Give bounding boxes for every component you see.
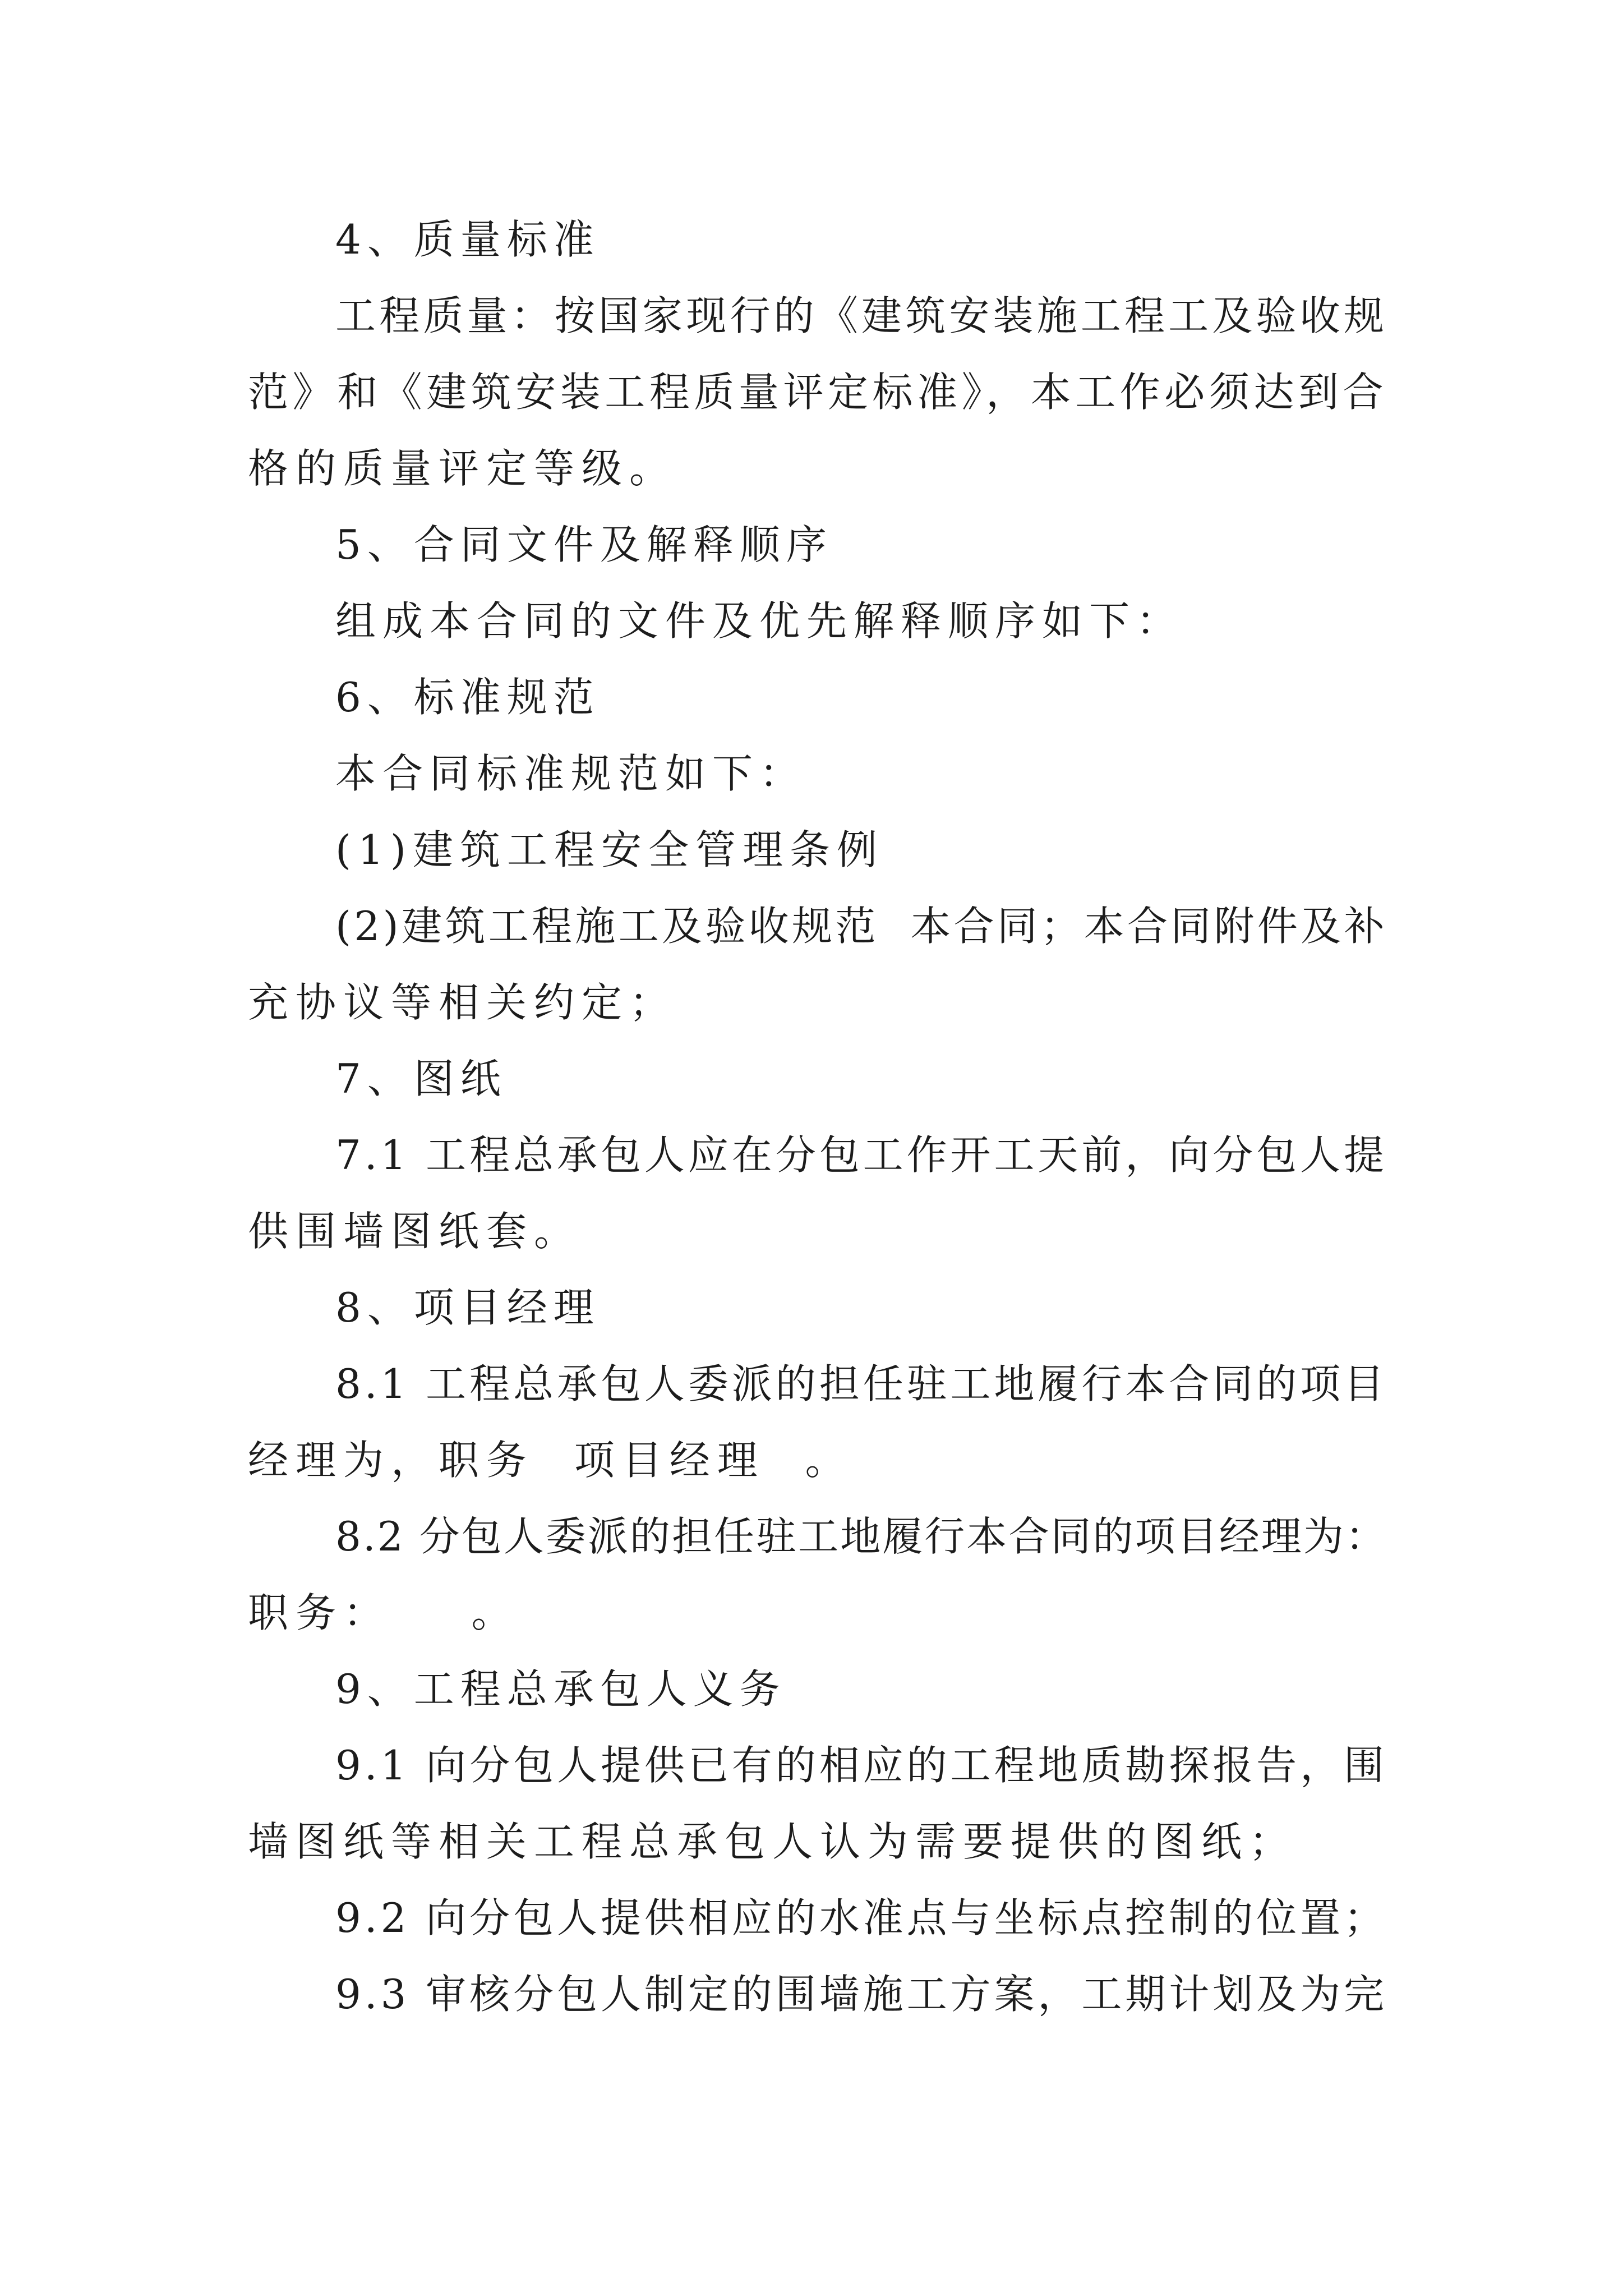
paragraph-line [0, 1811, 1623, 1872]
line-text: 6、标准规范 [335, 674, 600, 721]
paragraph-line [0, 1506, 1623, 1567]
line-text: 本合同标准规范如下： [335, 750, 807, 797]
paragraph-line [0, 438, 1623, 499]
line-text: 供围墙图纸套。 [248, 1208, 582, 1255]
line-text: 经理为，职务 项目经理 。 [248, 1437, 853, 1484]
section-heading-drawings [0, 1048, 1623, 1110]
section-heading-quality-standard [0, 209, 1623, 270]
line-text: 9.1 向分包人提供已有的相应的工程地质勘探报告，围 [335, 1742, 1387, 1789]
paragraph-line [0, 285, 1623, 347]
paragraph-line [0, 361, 1623, 423]
line-text: 充协议等相关约定； [248, 979, 677, 1026]
list-item [0, 895, 1623, 957]
paragraph-line [0, 743, 1623, 804]
line-text: 9.2 向分包人提供相应的水准点与坐标点控制的位置； [335, 1894, 1387, 1941]
section-heading-contract-documents [0, 514, 1623, 576]
line-text: 组成本合同的文件及优先解释顺序如下： [335, 597, 1184, 645]
line-text: 7、图纸 [335, 1055, 507, 1102]
line-text: 4、质量标准 [335, 216, 600, 263]
paragraph-line [0, 1124, 1623, 1186]
line-text: 8.2 分包人委派的担任驻工地履行本合同的项目经理为： [335, 1513, 1387, 1560]
line-text: 9、工程总承包人义务 [335, 1665, 786, 1713]
paragraph-line [0, 1963, 1623, 2025]
line-text: 格的质量评定等级。 [248, 445, 677, 492]
paragraph-line [0, 1734, 1623, 1796]
line-text: 7.1 工程总承包人应在分包工作开工天前，向分包人提 [335, 1131, 1387, 1179]
paragraph-line [0, 590, 1623, 652]
section-heading-standards [0, 666, 1623, 728]
paragraph-line [0, 1429, 1623, 1491]
paragraph-line [0, 1200, 1623, 1262]
line-text: 9.3 审核分包人制定的围墙施工方案，工期计划及为完 [335, 1971, 1387, 2018]
line-text: 范》和《建筑安装工程质量评定标准》，本工作必须达到合 [248, 369, 1387, 416]
line-text: 5、合同文件及解释顺序 [335, 521, 833, 568]
paragraph-line [0, 1887, 1623, 1949]
paragraph-line [0, 1582, 1623, 1644]
line-text: (2)建筑工程施工及验收规范 本合同；本合同附件及补 [335, 903, 1387, 950]
line-text: 8、项目经理 [335, 1284, 600, 1331]
line-text: 工程质量：按国家现行的《建筑安装施工程工及验收规 [335, 292, 1387, 339]
section-heading-contractor-obligations [0, 1658, 1623, 1720]
paragraph-line [0, 972, 1623, 1033]
section-heading-project-manager [0, 1277, 1623, 1338]
list-item [0, 819, 1623, 881]
line-text: 墙图纸等相关工程总承包人认为需要提供的图纸； [248, 1818, 1297, 1865]
paragraph-line [0, 1353, 1623, 1415]
line-text: 8.1 工程总承包人委派的担任驻工地履行本合同的项目 [335, 1360, 1387, 1407]
line-text: (1)建筑工程安全管理条例 [335, 826, 884, 873]
line-text: 职务： 。 [248, 1589, 519, 1636]
